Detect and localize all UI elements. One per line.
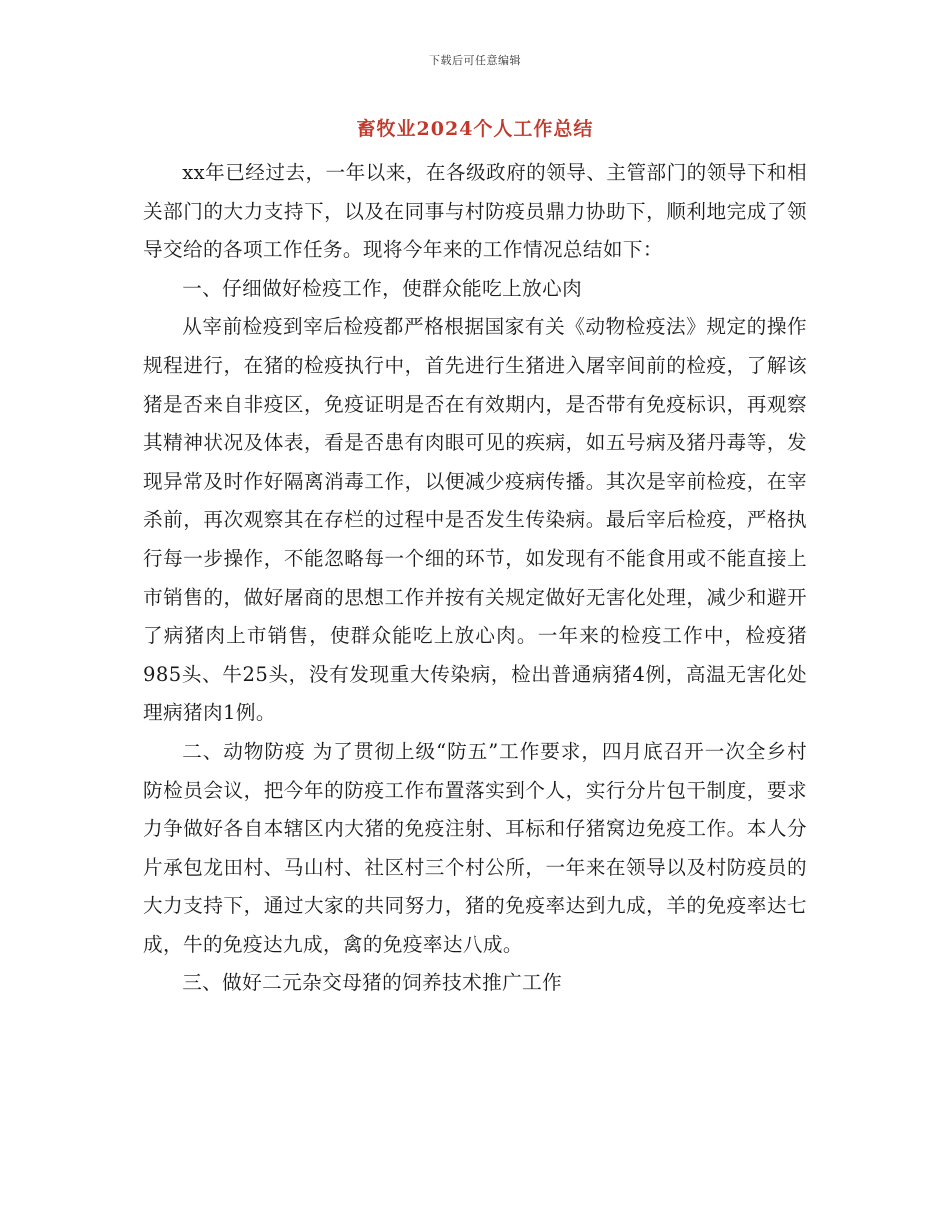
document-body — [143, 154, 807, 1003]
header-note: 下载后可任意编辑 — [429, 54, 521, 67]
paragraph-epidemic-prevention: 二、动物防疫 为了贯彻上级“防五”工作要求，四月底召开一次全乡村防检员会议，把今年的防疫工作布置落实到个人，实行分片包干制度，要求力争做好各自本辖区内大猪的免疫注射、耳标和仔猪窝边免疫工作。本人分片承包龙田村、马山村、社区村三个村公所，一年来在领导以及村防疫员的大力支持下，通过大家的共同努力，猪的免疫率达到九成，羊的免疫率达七成，牛的免疫达九成，禽的免疫率达八成。 — [143, 739, 807, 956]
paragraph-intro: xx年已经过去，一年以来，在各级政府的领导、主管部门的领导下和相关部门的大力支持下，以及在同事与村防疫员鼎力协助下，顺利地完成了领导交给的各项工作任务。现将今年来的工作情况总结如下： — [143, 161, 807, 262]
section-heading-1: 一、仔细做好检疫工作，使群众能吃上放心肉 — [182, 276, 583, 300]
document-title: 畜牧业2024个人工作总结 — [356, 118, 594, 140]
section-heading-3: 三、做好二元杂交母猪的饲养技术推广工作 — [182, 971, 563, 995]
paragraph-quarantine: 从宰前检疫到宰后检疫都严格根据国家有关《动物检疫法》规定的操作规程进行，在猪的检疫执行中，首先进行生猪进入屠宰间前的检疫，了解该猪是否来自非疫区，免疫证明是否在有效期内，是否带有免疫标识，再观察其精神状况及体表，看是否患有肉眼可见的疾病，如五号病及猪丹毒等，发现异常及时作好隔离消毒工作，以便减少疫病传播。其次是宰前检疫，在宰杀前，再次观察其在存栏的过程中是否发生传染病。最后宰后检疫，严格执行每一步操作，不能忽略每一个细的环节，如发现有不能食用或不能直接上市销售的，做好屠商的思想工作并按有关规定做好无害化处理，减少和避开了病猪肉上市销售，使群众能吃上放心肉。一年来的检疫工作中，检疫猪985头、牛25头，没有发现重大传染病，检出普通病猪4例，高温无害化处理病猪肉1例。 — [143, 315, 807, 725]
